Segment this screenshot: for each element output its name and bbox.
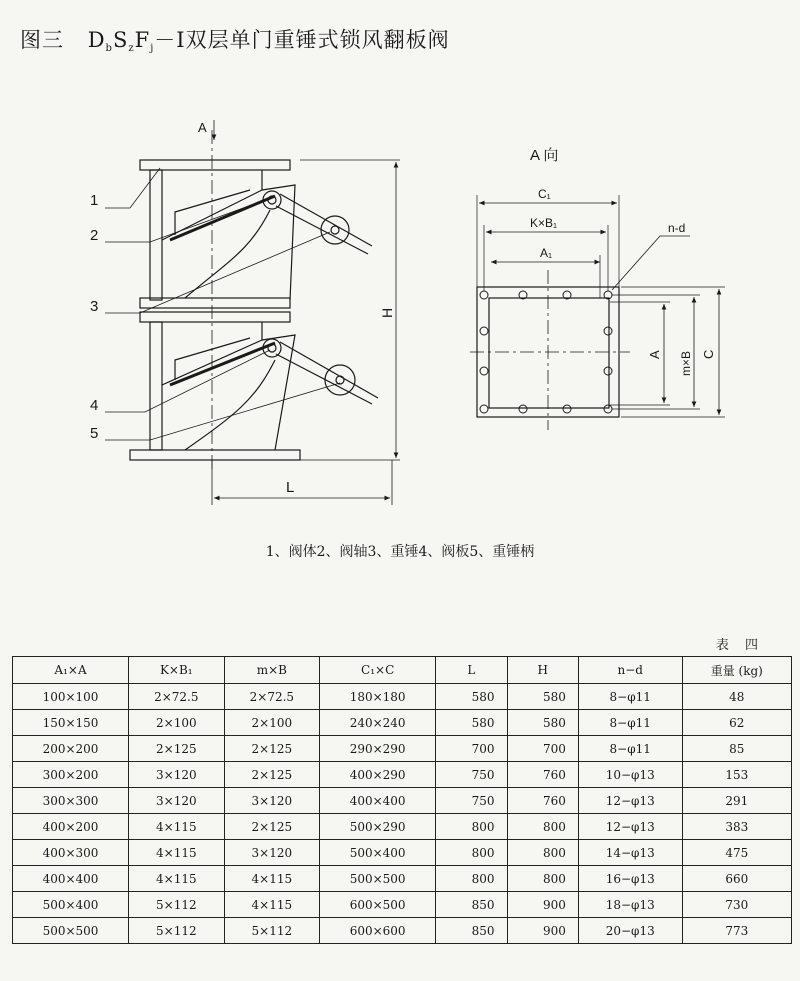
table-cell: 500×500 [13, 918, 129, 944]
col-header: n−d [578, 657, 682, 684]
table-cell: 383 [682, 814, 791, 840]
view-title: A 向 [530, 147, 559, 164]
table-cell: 800 [507, 866, 578, 892]
table-cell: 8−φ11 [578, 710, 682, 736]
table-cell: 150×150 [13, 710, 129, 736]
model-code: $D_bS_zF_j$ [87, 28, 155, 54]
dim-H-label: H [379, 307, 395, 318]
col-header: L [436, 657, 507, 684]
leader-3: 3 [90, 298, 99, 315]
table-cell: 12−φ13 [578, 788, 682, 814]
dim-L-label: L [286, 479, 295, 496]
table-cell: 580 [507, 684, 578, 710]
leader-5: 5 [90, 425, 99, 442]
table-header-row [13, 657, 792, 684]
col-header: 重量 (kg) [682, 657, 791, 684]
table-cell: 18−φ13 [578, 892, 682, 918]
table-cell: 400×200 [13, 814, 129, 840]
table-cell: 4×115 [224, 892, 320, 918]
table-cell: 8−φ11 [578, 736, 682, 762]
table-cell: 2×72.5 [129, 684, 225, 710]
table-cell: 580 [436, 710, 507, 736]
table-row [13, 892, 792, 918]
table-cell: 400×290 [320, 762, 436, 788]
table-cell: 400×400 [320, 788, 436, 814]
table-cell: 8−φ11 [578, 684, 682, 710]
table-row [13, 710, 792, 736]
view-arrow-label: A [198, 120, 207, 135]
table-cell: 730 [682, 892, 791, 918]
dim-nd-label: n-d [668, 221, 686, 235]
table-cell: 500×290 [320, 814, 436, 840]
table-cell: 4×115 [129, 866, 225, 892]
table-cell: 16−φ13 [578, 866, 682, 892]
spec-table [12, 656, 792, 944]
table-cell: 400×300 [13, 840, 129, 866]
table-cell: 500×500 [320, 866, 436, 892]
table-cell: 200×200 [13, 736, 129, 762]
table-label: 表 四 [715, 638, 764, 653]
col-header: A₁×A [13, 657, 129, 684]
table-cell: 400×400 [13, 866, 129, 892]
table-row [13, 918, 792, 944]
valve-front-view [470, 195, 725, 430]
table-cell: 760 [507, 788, 578, 814]
table-cell: 800 [436, 866, 507, 892]
table-cell: 500×400 [13, 892, 129, 918]
table-cell: 750 [436, 762, 507, 788]
leader-4: 4 [90, 397, 99, 414]
table-cell: 48 [682, 684, 791, 710]
table-row [13, 788, 792, 814]
dim-KB1-label: K×B₁ [530, 216, 558, 230]
table-cell: 180×180 [320, 684, 436, 710]
table-cell: 85 [682, 736, 791, 762]
table-cell: 600×500 [320, 892, 436, 918]
parts-legend: 1、阀体2、阀轴3、重锤4、阀板5、重锤柄 [265, 544, 535, 560]
table-cell: 14−φ13 [578, 840, 682, 866]
table-cell: 2×125 [224, 736, 320, 762]
dim-C-label: C [701, 349, 716, 359]
leader-2: 2 [90, 227, 99, 244]
table-cell: 700 [436, 736, 507, 762]
table-cell: 4×115 [129, 814, 225, 840]
table-cell: 773 [682, 918, 791, 944]
table-cell: 2×100 [224, 710, 320, 736]
table-cell: 2×125 [224, 762, 320, 788]
table-cell: 580 [436, 684, 507, 710]
table-cell: 2×72.5 [224, 684, 320, 710]
table-cell: 3×120 [224, 788, 320, 814]
table-cell: 800 [436, 814, 507, 840]
table-cell: 800 [507, 814, 578, 840]
table-cell: 10−φ13 [578, 762, 682, 788]
table-cell: 291 [682, 788, 791, 814]
table-cell: 240×240 [320, 710, 436, 736]
leader-1: 1 [90, 192, 99, 209]
dim-mB-label: m×B [679, 350, 693, 376]
technical-drawing [0, 90, 800, 530]
table-cell: 4×115 [129, 840, 225, 866]
valve-side-view [105, 120, 400, 505]
table-cell: 3×120 [129, 788, 225, 814]
table-cell: 12−φ13 [578, 814, 682, 840]
table-cell: 100×100 [13, 684, 129, 710]
table-cell: 2×125 [224, 814, 320, 840]
col-header: H [507, 657, 578, 684]
table-row [13, 736, 792, 762]
table-row [13, 814, 792, 840]
table-cell: 4×115 [224, 866, 320, 892]
table-cell: 475 [682, 840, 791, 866]
dim-A-label: A [647, 350, 662, 359]
table-cell: 20−φ13 [578, 918, 682, 944]
table-cell: 3×120 [129, 762, 225, 788]
model-name: －Ⅰ双层单门重锤式锁风翻板阀 [154, 28, 450, 52]
table-cell: 5×112 [129, 892, 225, 918]
table-cell: 600×600 [320, 918, 436, 944]
col-header: m×B [224, 657, 320, 684]
col-header: C₁×C [320, 657, 436, 684]
table-row [13, 684, 792, 710]
table-cell: 760 [507, 762, 578, 788]
table-cell: 750 [436, 788, 507, 814]
table-cell: 153 [682, 762, 791, 788]
table-row [13, 866, 792, 892]
table-cell: 290×290 [320, 736, 436, 762]
table-cell: 580 [507, 710, 578, 736]
table-row [13, 840, 792, 866]
table-cell: 800 [507, 840, 578, 866]
table-cell: 850 [436, 918, 507, 944]
table-row [13, 762, 792, 788]
table-cell: 62 [682, 710, 791, 736]
table-cell: 300×200 [13, 762, 129, 788]
col-header: K×B₁ [129, 657, 225, 684]
table-cell: 660 [682, 866, 791, 892]
table-cell: 5×112 [224, 918, 320, 944]
table-cell: 800 [436, 840, 507, 866]
table-cell: 900 [507, 918, 578, 944]
table-cell: 3×120 [224, 840, 320, 866]
table-body [13, 684, 792, 944]
figure-label: 图三 [20, 28, 64, 52]
dim-A1-label: A₁ [540, 246, 553, 260]
table-cell: 2×100 [129, 710, 225, 736]
page-title [20, 24, 450, 54]
table-cell: 500×400 [320, 840, 436, 866]
table-cell: 700 [507, 736, 578, 762]
table-cell: 300×300 [13, 788, 129, 814]
dim-C1-label: C₁ [538, 187, 551, 201]
table-cell: 850 [436, 892, 507, 918]
table-cell: 900 [507, 892, 578, 918]
table-cell: 5×112 [129, 918, 225, 944]
table-cell: 2×125 [129, 736, 225, 762]
